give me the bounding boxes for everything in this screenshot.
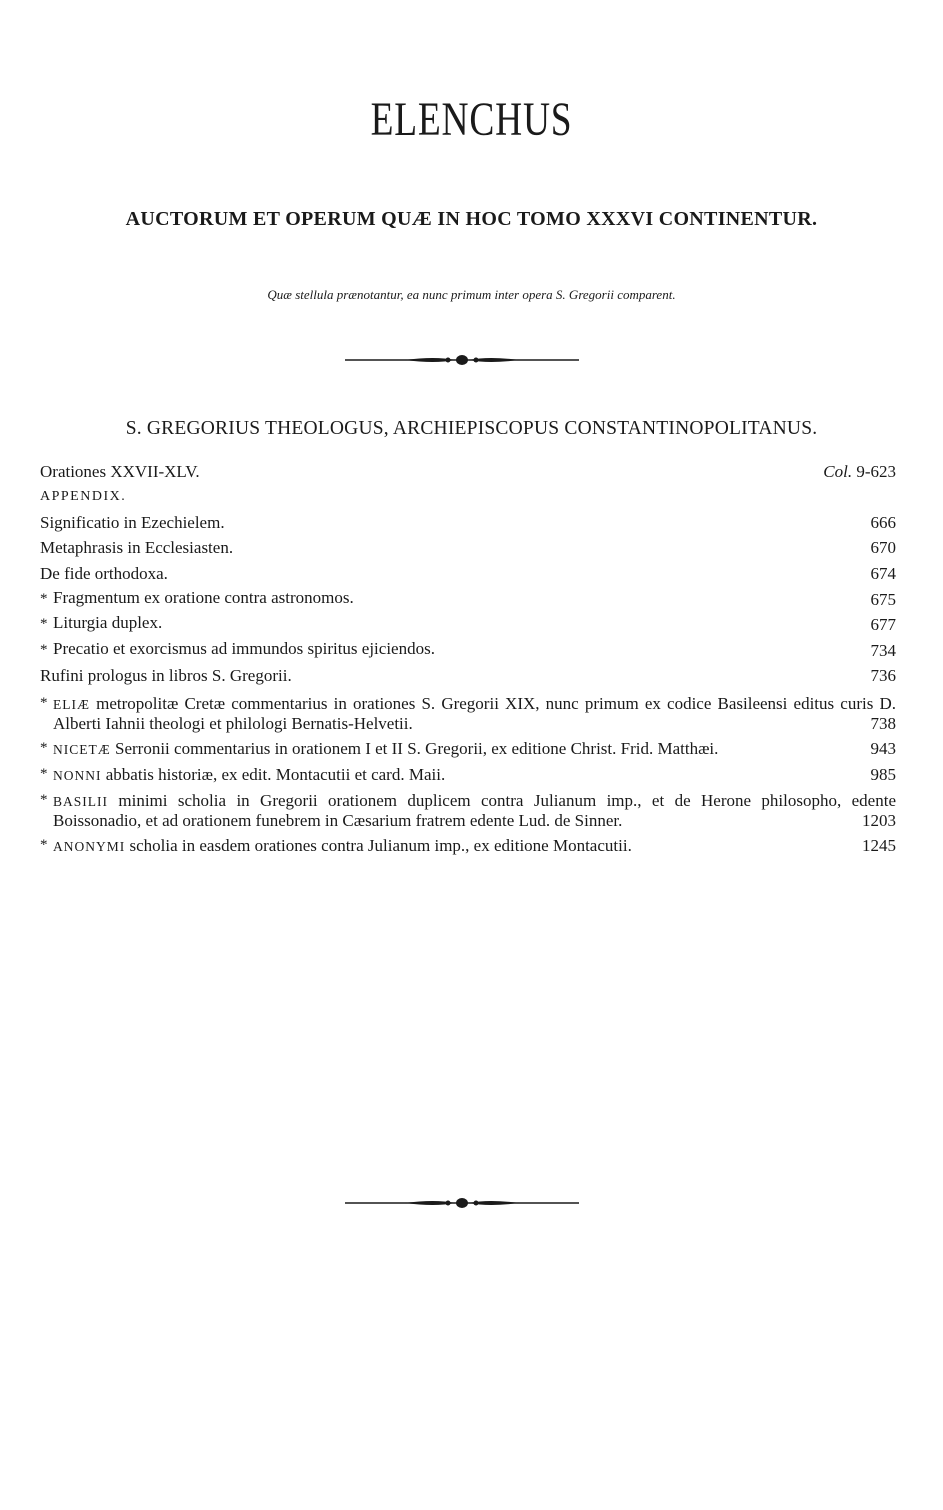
- toc-entry-appendix: [40, 484, 896, 510]
- entry-title: Rufini prologus in libros S. Gregorii.: [40, 666, 292, 686]
- toc-entry-multiline: [40, 739, 896, 759]
- author-heading: S. GREGORIUS THEOLOGUS, ARCHIEPISCOPUS CONSTANTINOPOLITANUS.: [125, 418, 818, 439]
- entry-title: metropolitæ Cretæ commentarius in orationes S. Gregorii XIX, nunc primum ex codice Basileensi editus curis D. Alberti Iahnii theologi et philologi Bernatis-Helvetii.: [53, 694, 897, 734]
- page-subtitle: AUCTORUM ET OPERUM QUÆ IN HOC TOMO XXXVI CONTINENTUR.: [125, 208, 818, 230]
- entry-title: Metaphrasis in Ecclesiasten.: [40, 538, 234, 558]
- author-name: BASILII: [53, 794, 108, 810]
- asterisk-icon: *: [40, 766, 48, 783]
- column-number: 666: [870, 512, 896, 532]
- column-number: 670: [870, 538, 896, 558]
- toc-entry: [40, 535, 896, 561]
- entry-title: De fide orthodoxa.: [40, 563, 168, 583]
- toc-entry-multiline: [40, 694, 896, 733]
- column-number: 734: [870, 640, 896, 660]
- toc-entry: [40, 458, 896, 484]
- entry-title: minimi scholia in Gregorii orationem duplicem contra Julianum imp., et de Herone philosopho, edente Boissonadio, et ad orationem funebrem in Cæsarium fratrem edente Lud. de Sinner.: [53, 791, 896, 831]
- appendix-heading: APPENDIX.: [40, 489, 127, 505]
- toc-entry: [40, 637, 896, 663]
- column-number: 985: [870, 765, 896, 785]
- asterisk-icon: *: [40, 641, 48, 658]
- column-number: 736: [870, 666, 896, 686]
- entry-title: Precatio et exorcismus ad immundos spiritus ejiciendos.: [53, 638, 435, 658]
- entry-title: abbatis historiæ, ex edit. Montacutii et card. Maii.: [105, 765, 446, 785]
- column-number: 943: [870, 739, 896, 759]
- column-number: 674: [870, 563, 896, 583]
- toc-entry: [40, 663, 896, 689]
- entry-title: scholia in easdem orationes contra Julianum imp., ex editione Montacutii.: [129, 836, 632, 856]
- toc-entry: [40, 612, 896, 638]
- page-title: ELENCHUS: [370, 93, 573, 146]
- author-name: NICETÆ: [53, 742, 111, 758]
- table-of-contents: [40, 458, 896, 856]
- toc-entry-multiline: [40, 765, 896, 785]
- column-number: 1203: [862, 811, 896, 831]
- column-number: 675: [870, 589, 896, 609]
- asterisk-icon: *: [40, 616, 48, 633]
- asterisk-note: Quæ stellula prænotantur, ea nunc primum inter opera S. Gregorii comparent.: [267, 287, 676, 302]
- ornament-divider-icon: [345, 1195, 579, 1211]
- asterisk-icon: *: [40, 740, 48, 757]
- column-number: 677: [870, 615, 896, 635]
- asterisk-icon: *: [40, 792, 48, 809]
- entry-title: Liturgia duplex.: [53, 613, 163, 633]
- column-value: 9-623: [856, 461, 896, 481]
- column-number: 1245: [862, 836, 896, 856]
- entry-title: Orationes XXVII-XLV.: [40, 461, 200, 481]
- column-label: Col.: [823, 461, 853, 481]
- entry-title: Significatio in Ezechielem.: [40, 512, 225, 532]
- entry-title: Fragmentum ex oratione contra astronomos.: [53, 587, 354, 607]
- toc-entry-multiline: [40, 791, 896, 830]
- column-number: [823, 459, 896, 484]
- author-name: NONNI: [53, 768, 102, 784]
- asterisk-icon: *: [40, 695, 48, 712]
- ornament-divider-icon: [345, 352, 579, 368]
- toc-entry: [40, 509, 896, 535]
- toc-entry-multiline: [40, 836, 896, 856]
- column-number: 738: [870, 714, 896, 734]
- asterisk-icon: *: [40, 590, 48, 607]
- asterisk-icon: *: [40, 837, 48, 854]
- toc-entry: [40, 586, 896, 612]
- author-name: ANONYMI: [53, 839, 126, 855]
- entry-title: Serronii commentarius in orationem I et II S. Gregorii, ex editione Christ. Frid. Matthæi.: [115, 739, 719, 759]
- toc-entry: [40, 560, 896, 586]
- author-name: ELIÆ: [53, 697, 90, 713]
